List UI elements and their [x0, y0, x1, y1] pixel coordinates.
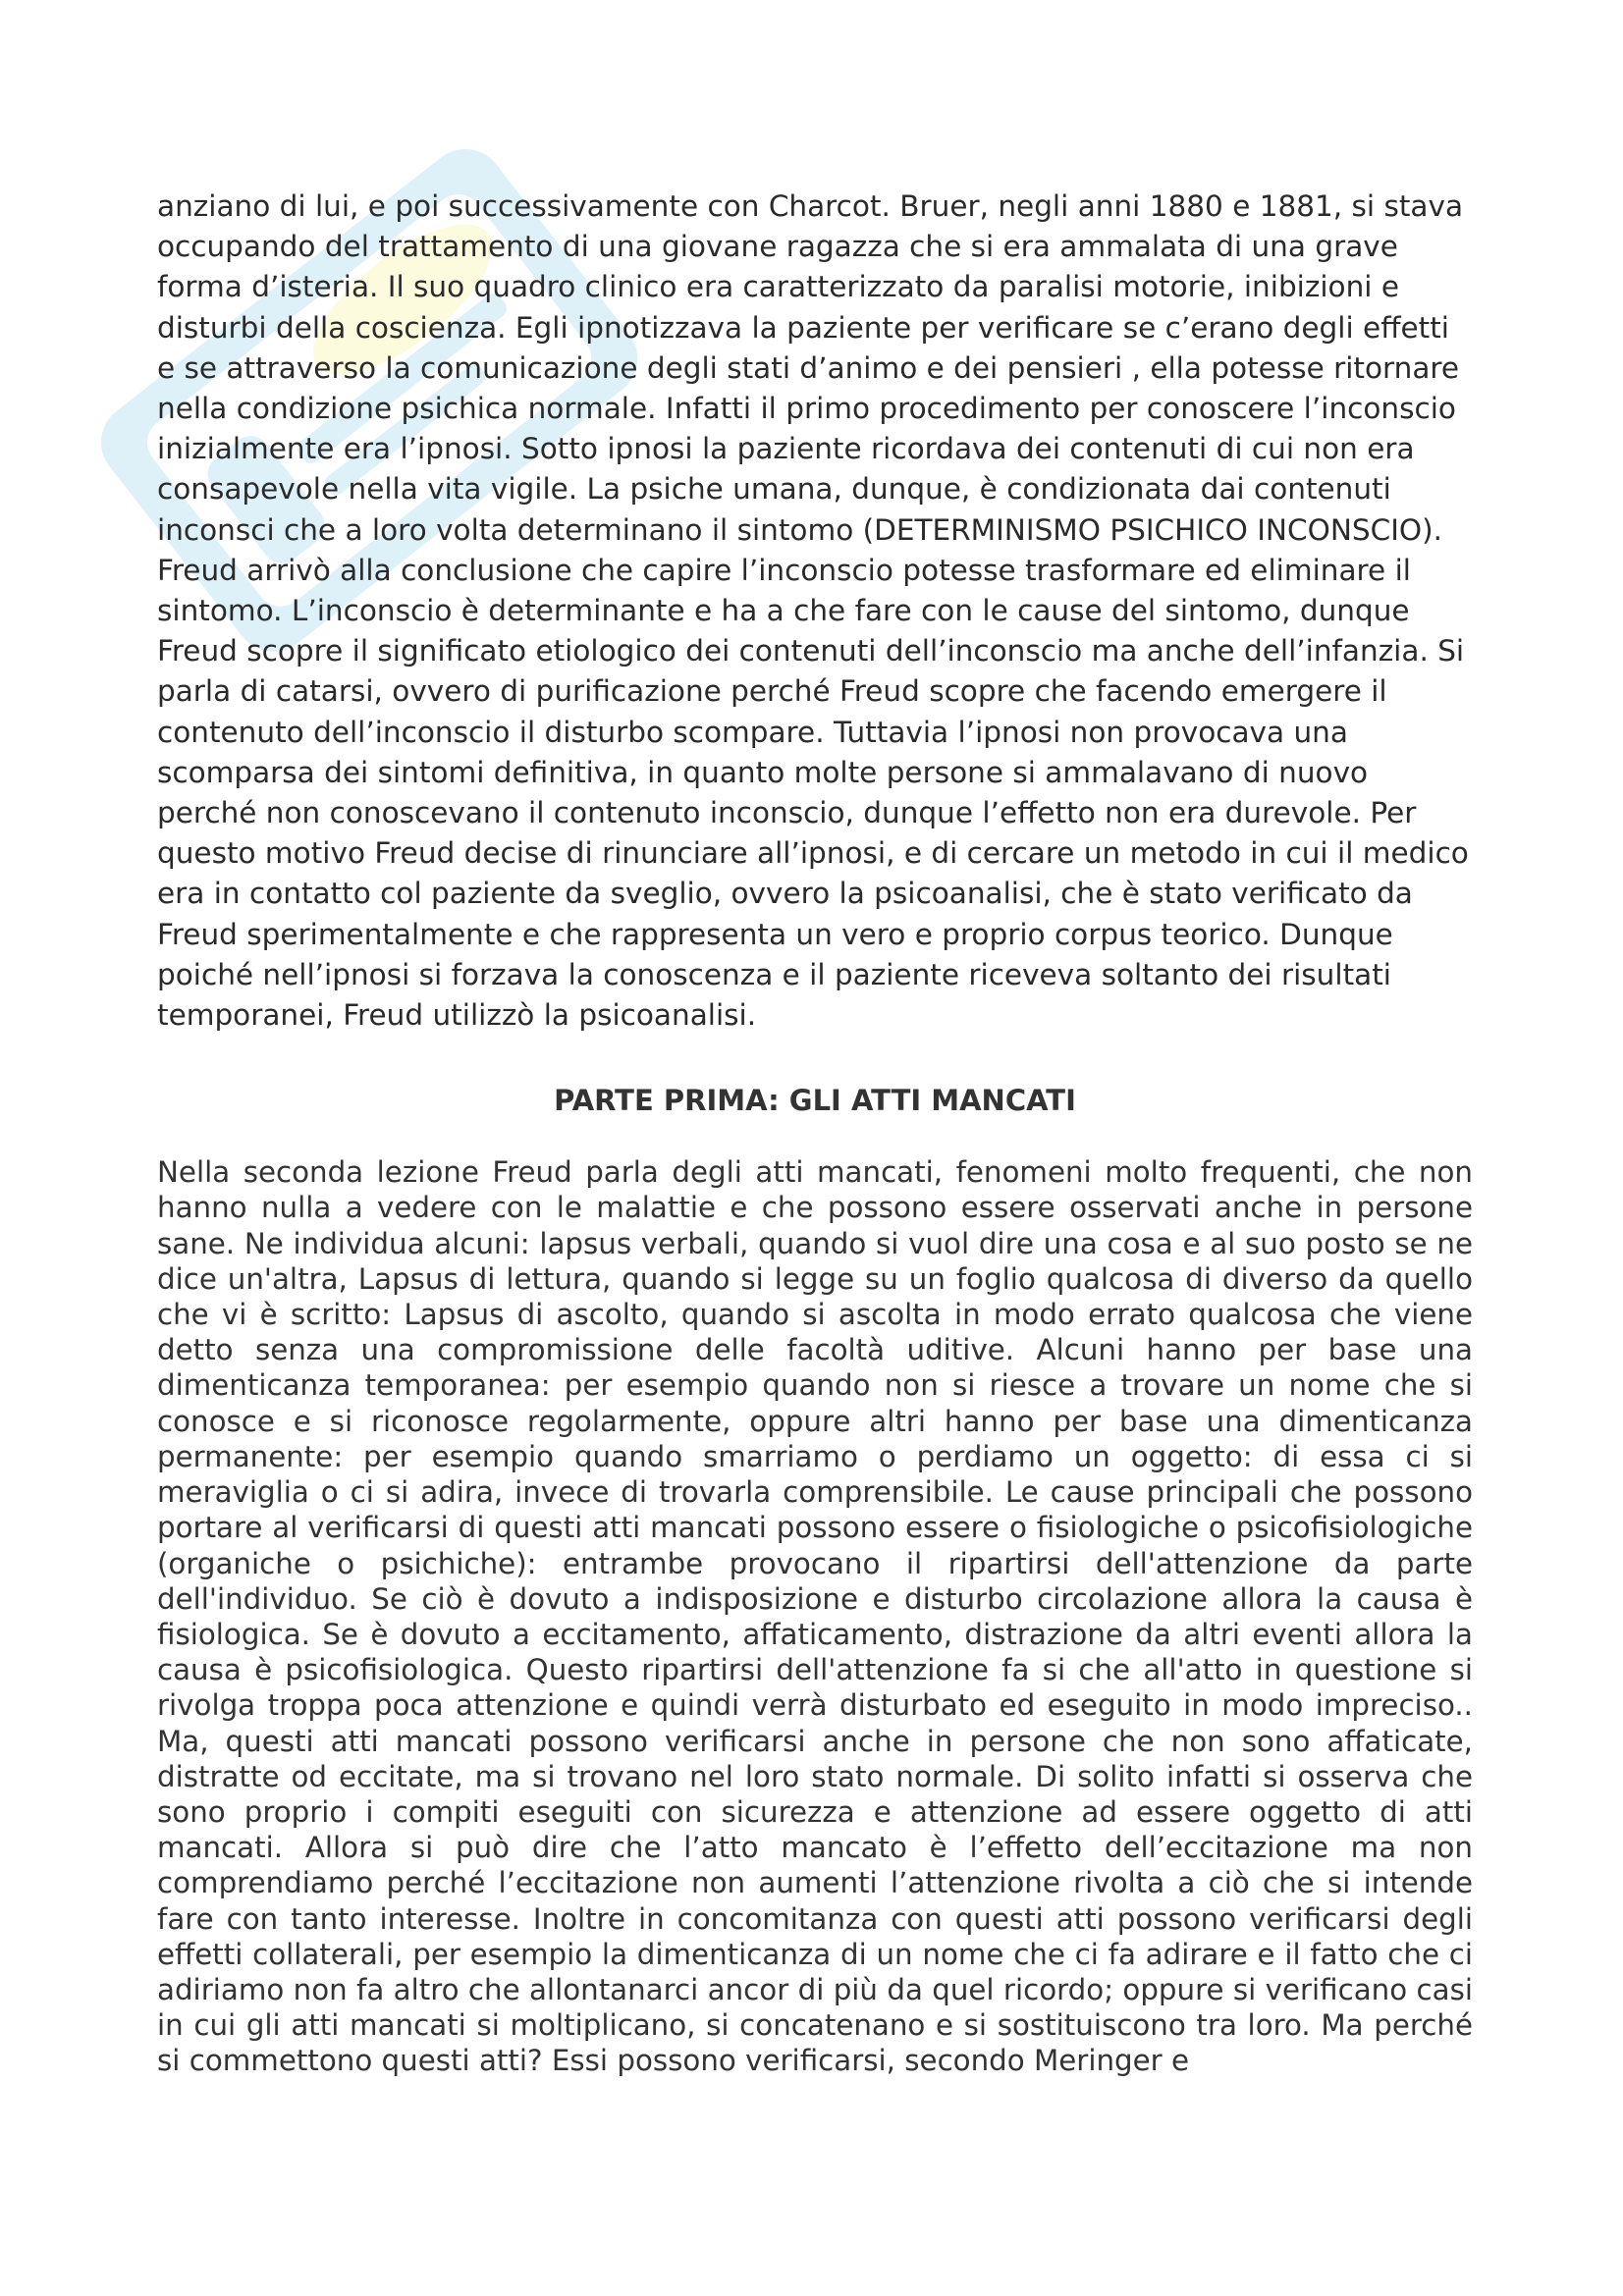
document-content — [157, 187, 1473, 2079]
body-paragraph: Nella seconda lezione Freud parla degli atti mancati, fenomeni molto frequenti, che non hanno nulla a vedere con le malattie e che possono essere osservati anche in persone sane. Ne individua alcuni: lapsus verbali, quando si vuol dire una cosa e al suo posto se ne dice un'altra, Lapsus di lettura, quando si legge su un foglio qualcosa di diverso da quello che vi è scritto: Lapsus di ascolto, quando si ascolta in modo errato qualcosa che viene detto senza una compromissione delle facoltà uditive. Alcuni hanno per base una dimenticanza temporanea: per esempio quando non si riesce a trovare un nome che si conosce e si riconosce regolarmente, oppure altri hanno per base una dimenticanza permanente: per esempio quando smarriamo o perdiamo un oggetto: di essa ci si meraviglia o ci si adira, invece di trovarla comprensibile. Le cause principali che possono portare al verificarsi di questi atti mancati possono essere o fisiologiche o psicofisiologiche (organiche o psichiche): entrambe provocano il ripartirsi dell'attenzione da parte dell'individuo. Se ciò è dovuto a indisposizione e disturbo circolazione allora la causa è fisiologica. Se è dovuto a eccitamento, affaticamento, distrazione da altri eventi allora la causa è psicofisiologica. Questo ripartirsi dell'attenzione fa si che all'atto in questione si rivolga troppa poca attenzione e quindi verrà disturbato ed eseguito in modo impreciso.. Ma, questi atti mancati possono verificarsi anche in persone che non sono affaticate, distratte od eccitate, ma si trovano nel loro stato normale. Di solito infatti si osserva che sono proprio i compiti eseguiti con sicurezza e attenzione ad essere oggetto di atti mancati. Allora si può dire che l’atto mancato è l’effetto dell’eccitazione ma non comprendiamo perché l’eccitazione non aumenti l’attenzione rivolta a ciò che si intende fare con tanto interesse. Inoltre in concomitanza con questi atti possono verificarsi degli effetti collaterali, per esempio la dimenticanza di un nome che ci fa adirare e il fatto che ci adiriamo non fa altro che allontanarci ancor di più da quel ricordo; oppure si verificano casi in cui gli atti mancati si moltiplicano, si concatenano e si sostituiscono tra loro. Ma perché si commettono questi atti? Essi possono verificarsi, secondo Meringer e — [157, 1155, 1473, 2078]
section-heading: PARTE PRIMA: GLI ATTI MANCATI — [554, 1084, 1076, 1118]
body-paragraph: anziano di lui, e poi successivamente con Charcot. Bruer, negli anni 1880 e 1881, si stava occupando del trattamento di una giovane ragazza che si era ammalata di una grave forma d’isteria. Il suo quadro clinico era caratterizzato da paralisi motorie, inibizioni e disturbi della coscienza. Egli ipnotizzava la paziente per verificare se c’erano degli effetti e se attraverso la comunicazione degli stati d’animo e dei pensieri , ella potesse ritornare nella condizione psichica normale. Infatti il primo procedimento per conoscere l’inconscio inizialmente era l’ipnosi. Sotto ipnosi la paziente ricordava dei contenuti di cui non era consapevole nella vita vigile. La psiche umana, dunque, è condizionata dai contenuti inconsci che a loro volta determinano il sintomo (DETERMINISMO PSICHICO INCONSCIO). Freud arrivò alla conclusione che capire l’inconscio potesse trasformare ed eliminare il sintomo. L’inconscio è determinante e ha a che fare con le cause del sintomo, dunque Freud scopre il significato etiologico dei contenuti dell’inconscio ma anche dell’infanzia. Si parla di catarsi, ovvero di purificazione perché Freud scopre che facendo emergere il contenuto dell’inconscio il disturbo scompare. Tuttavia l’ipnosi non provocava una scomparsa dei sintomi definitiva, in quanto molte persone si ammalavano di nuovo perché non conoscevano il contenuto inconscio, dunque l’effetto non era durevole. Per questo motivo Freud decise di rinunciare all’ipnosi, e di cercare un metodo in cui il medico era in contatto col paziente da sveglio, ovvero la psicoanalisi, che è stato verificato da Freud sperimentalmente e che rappresenta un vero e proprio corpus teorico. Dunque poiché nell’ipnosi si forzava la conoscenza e il paziente riceveva soltanto dei risultati temporanei, Freud utilizzò la psicoanalisi. — [157, 189, 1469, 1033]
